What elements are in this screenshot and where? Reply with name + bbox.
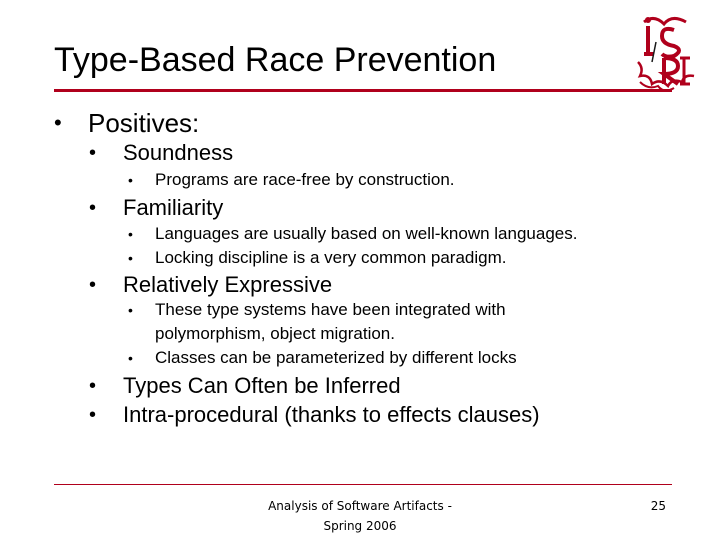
bullet-marker: •: [128, 250, 133, 266]
footer-divider: [54, 484, 672, 485]
bullet-marker: •: [54, 110, 62, 135]
bullet-marker: •: [89, 404, 97, 426]
list-item-text: Programs are race-free by construction.: [155, 170, 455, 189]
slide-title: Type-Based Race Prevention: [54, 41, 497, 79]
footer-course: Analysis of Software Artifacts -: [268, 499, 452, 513]
bullet-marker: •: [89, 197, 97, 219]
list-item-text: Familiarity: [123, 195, 224, 220]
bullet-marker: •: [128, 350, 133, 366]
list-item-text: Soundness: [123, 140, 234, 165]
list-item-text: polymorphism, object migration.: [155, 324, 395, 343]
bullet-marker: •: [128, 226, 133, 242]
bullet-marker: •: [128, 302, 133, 318]
list-item-text: These type systems have been integrated with: [155, 300, 506, 319]
page-number: 25: [650, 499, 666, 513]
list-item-text: Classes can be parameterized by different locks: [155, 348, 517, 367]
list-item-text: Locking discipline is a very common paradigm.: [155, 248, 507, 267]
footer-caption: [240, 496, 480, 536]
bullet-marker: •: [89, 142, 97, 164]
list-item-text: Languages are usually based on well-known languages.: [155, 224, 578, 243]
bullet-marker: •: [128, 172, 133, 188]
list-item-text: Positives:: [88, 108, 200, 138]
list-item-text: Types Can Often be Inferred: [123, 373, 401, 398]
bullet-marker: •: [89, 375, 97, 397]
list-item-text: Intra-procedural (thanks to effects clauses): [123, 402, 540, 427]
list-item-text: Relatively Expressive: [123, 272, 333, 297]
footer-term: Spring 2006: [323, 519, 397, 533]
title-divider: [54, 89, 672, 92]
isri-logo-icon: [634, 12, 698, 96]
bullet-marker: •: [89, 274, 97, 296]
